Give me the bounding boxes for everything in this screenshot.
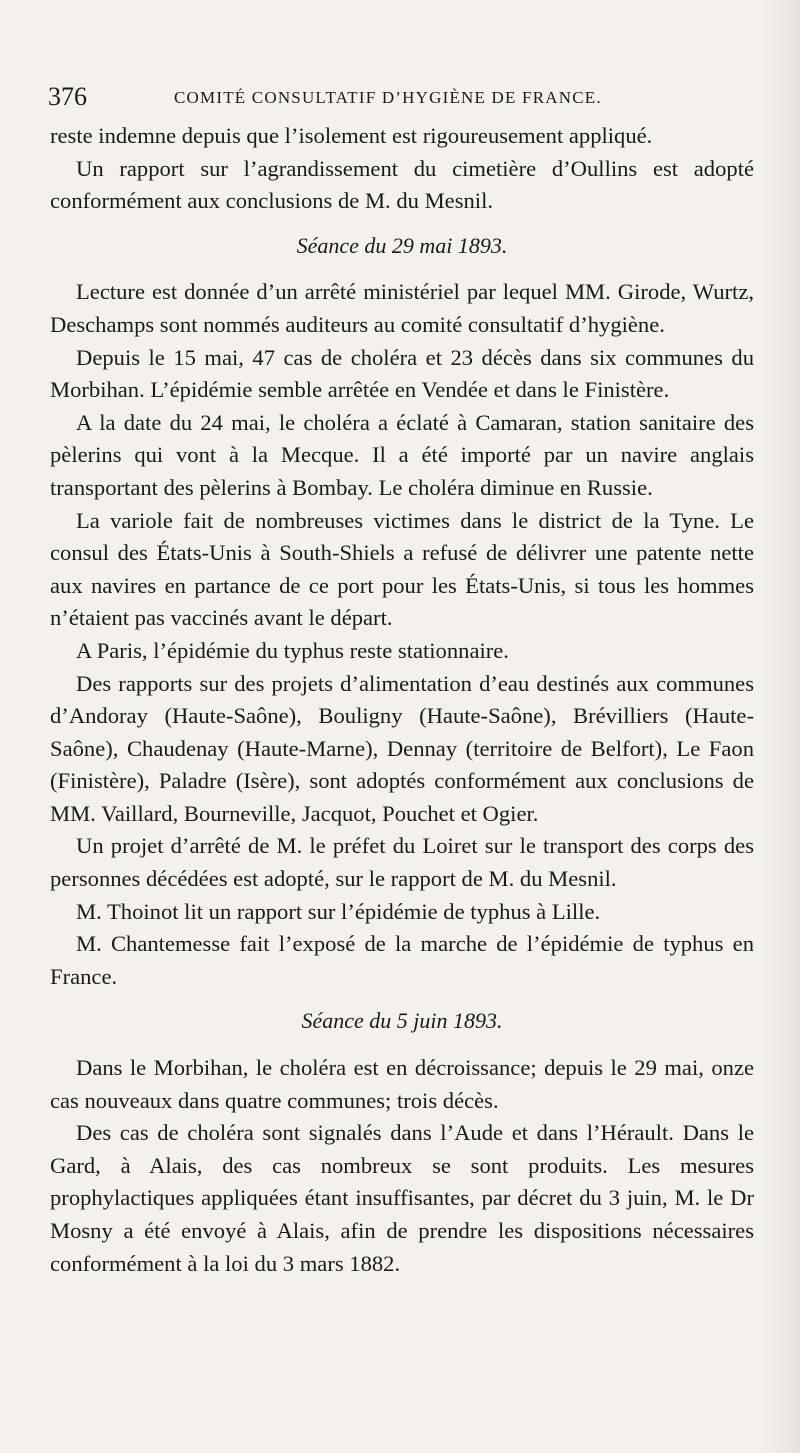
- running-title: COMITÉ CONSULTATIF D’HYGIÈNE DE FRANCE.: [174, 88, 602, 107]
- paragraph: Dans le Morbihan, le choléra est en décroissance; depuis le 29 mai, onze cas nouveaux dans quatre communes; trois décès.: [50, 1055, 754, 1113]
- paragraph: M. Thoinot lit un rapport sur l’épidémie de typhus à Lille.: [76, 898, 601, 924]
- paragraph: Un rapport sur l’agrandissement du cimetière d’Oullins est adopté conformément aux conclusions de M. du Mesnil.: [50, 155, 754, 214]
- paragraph-continuation: reste indemne depuis que l’isolement est rigoureusement appliqué.: [50, 123, 653, 148]
- paragraph: Lecture est donnée d’un arrêté ministériel par lequel MM. Girode, Wurtz, Deschamps sont nommés auditeurs au comité consultatif d’hygiène.: [50, 279, 754, 337]
- session-heading: Séance du 29 mai 1893.: [296, 232, 508, 258]
- paragraph: A la date du 24 mai, le choléra a éclaté à Camaran, station sanitaire des pèlerins qui vont à la Mecque. Il a été importé par un navire anglais transportant des pèlerins à Bombay. Le choléra diminue en Russie.: [50, 409, 754, 500]
- paragraph: Des rapports sur des projets d’alimentation d’eau destinés aux communes d’Andoray (Haute-Saône), Bouligny (Haute-Saône), Brévilliers (Haute-Saône), Chaudenay (Haute-Marne), Dennay (territoire de Belfort), Le Faon (Finistère), Paladre (Isère), sont adoptés conformément aux conclusions de MM. Vaillard, Bourneville, Jacquot, Pouchet et Ogier.: [50, 670, 754, 826]
- running-header: [48, 80, 752, 114]
- page-number: 376: [48, 82, 87, 111]
- paragraph: La variole fait de nombreuses victimes dans le district de la Tyne. Le consul des États-Unis à South-Shiels a refusé de délivrer une patente nette aux navires en partance de ce port pour les États-Unis, si tous les hommes n’étaient pas vaccinés avant le départ.: [50, 507, 754, 631]
- paragraph: Depuis le 15 mai, 47 cas de choléra et 23 décès dans six communes du Morbihan. L’épidémie semble arrêtée en Vendée et dans le Finistère.: [50, 344, 754, 403]
- paragraph: Un projet d’arrêté de M. le préfet du Loiret sur le transport des corps des personnes décédées est adopté, sur le rapport de M. du Mesnil.: [50, 833, 754, 892]
- scan-shadow: [760, 0, 800, 1453]
- paragraph: Des cas de choléra sont signalés dans l’Aude et dans l’Hérault. Dans le Gard, à Alais, des cas nombreux se sont produits. Les mesures prophylactiques appliquées étant insuffisantes, par décret du 3 juin, M. le Dr Mosny a été envoyé à Alais, afin de prendre les dispositions nécessaires conformément à la loi du 3 mars 1882.: [50, 1120, 754, 1276]
- paragraph: A Paris, l’épidémie du typhus reste stationnaire.: [76, 637, 509, 663]
- body-text: [50, 120, 754, 1280]
- paragraph: M. Chantemesse fait l’exposé de la marche de l’épidémie de typhus en France.: [50, 931, 754, 989]
- session-heading: Séance du 5 juin 1893.: [301, 1008, 503, 1034]
